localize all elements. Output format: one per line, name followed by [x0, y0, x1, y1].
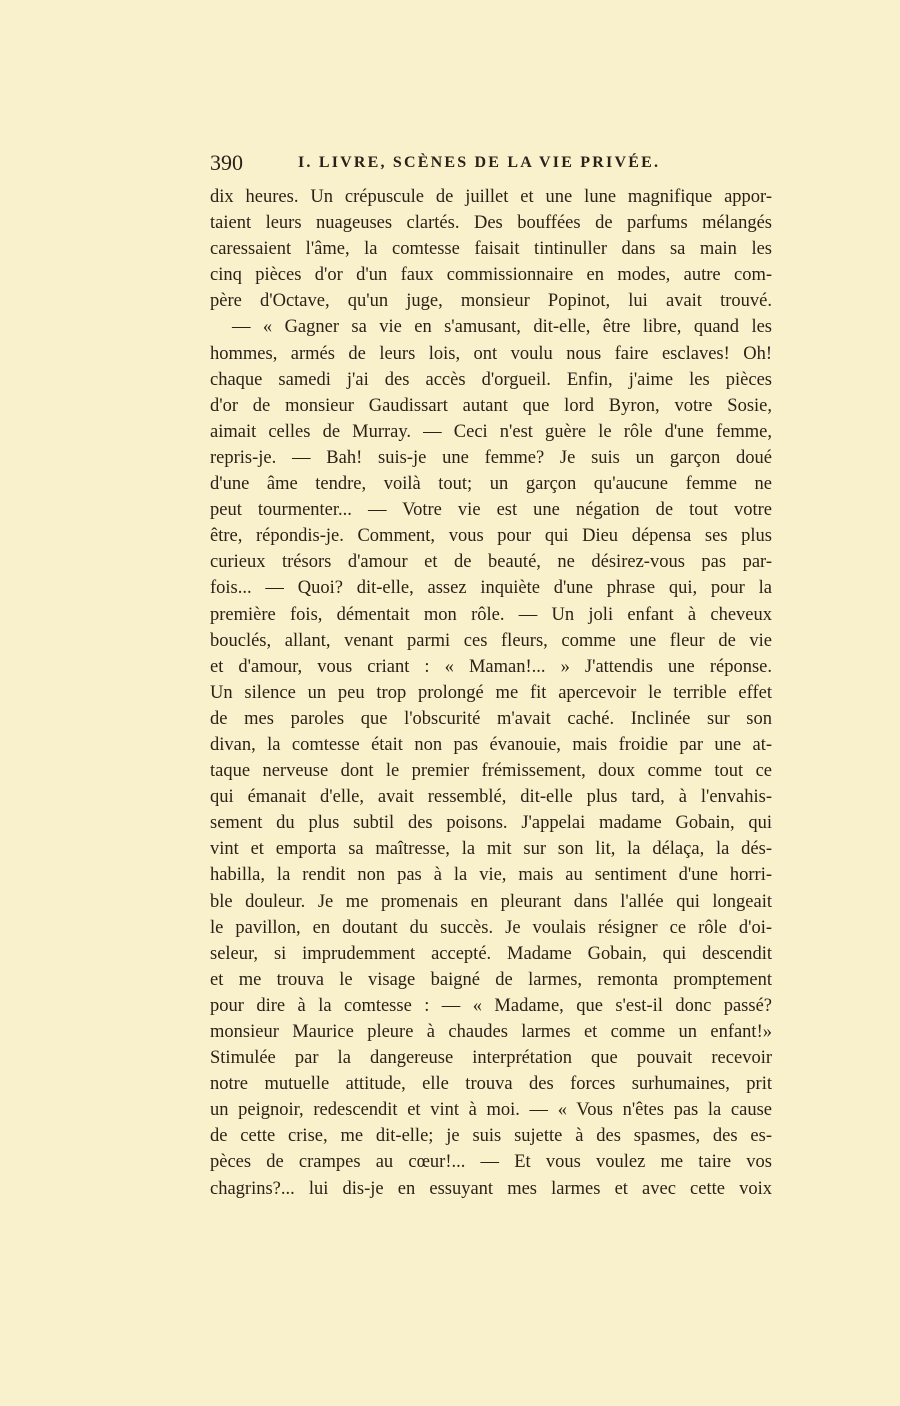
text-line: être, répondis-je. Comment, vous pour qui Dieu dépensa ses plus: [210, 526, 772, 547]
text-line: dix heures. Un crépuscule de juillet et une lune magnifique appor-: [210, 187, 772, 207]
text-line: chaque samedi j'ai des accès d'orgueil. Enfin, j'aime les pièces: [210, 369, 772, 390]
text-line: repris-je. — Bah! suis-je une femme? Je suis un garçon doué: [210, 447, 772, 468]
text-line: de cette crise, me dit-elle; je suis sujette à des spasmes, des es-: [210, 1126, 772, 1147]
text-line: habilla, la rendit non pas à la vie, mais au sentiment d'une horri-: [210, 865, 772, 886]
text-line: pèces de crampes au cœur!... — Et vous voulez me taire vos: [210, 1152, 772, 1173]
text-line: père d'Octave, qu'un juge, monsieur Popinot, lui avait trouvé.: [210, 291, 772, 312]
text-line: de mes paroles que l'obscurité m'avait caché. Inclinée sur son: [210, 708, 772, 729]
text-line: première fois, démentait mon rôle. — Un joli enfant à cheveux: [210, 604, 772, 625]
text-line: taient leurs nuageuses clartés. Des bouffées de parfums mélangés: [210, 213, 772, 234]
text-line: fois... — Quoi? dit-elle, assez inquiète d'une phrase qui, pour la: [210, 578, 772, 599]
running-head: I. LIVRE, SCÈNES DE LA VIE PRIVÉE.: [298, 154, 661, 171]
page-header: [210, 150, 772, 180]
text-line: caressaient l'âme, la comtesse faisait tintinuller dans sa main les: [210, 239, 772, 260]
page-number: 390: [210, 150, 243, 175]
text-line: et me trouva le visage baigné de larmes, remonta promptement: [210, 969, 772, 990]
text-line: et d'amour, vous criant : « Maman!... » J'attendis une réponse.: [210, 656, 772, 677]
text-line: pour dire à la comtesse : — « Madame, que s'est-il donc passé?: [210, 995, 772, 1016]
text-line: chagrins?... lui dis-je en essuyant mes larmes et avec cette voix: [210, 1178, 772, 1199]
text-line: peut tourmenter... — Votre vie est une négation de tout votre: [210, 500, 772, 521]
text-line: aimait celles de Murray. — Ceci n'est guère le rôle d'une femme,: [210, 421, 772, 442]
text-line: taque nerveuse dont le premier frémissement, doux comme tout ce: [210, 761, 772, 782]
text-line: curieux trésors d'amour et de beauté, ne désirez-vous pas par-: [210, 552, 772, 573]
text-line: bouclés, allant, venant parmi ces fleurs, comme une fleur de vie: [210, 630, 772, 651]
text-line: un peignoir, redescendit et vint à moi. — « Vous n'êtes pas la cause: [210, 1100, 772, 1121]
text-line: cinq pièces d'or d'un faux commissionnaire en modes, autre com-: [210, 265, 772, 286]
text-line: d'or de monsieur Gaudissart autant que lord Byron, votre Sosie,: [210, 395, 772, 416]
text-line: le pavillon, en doutant du succès. Je voulais résigner ce rôle d'oi-: [210, 917, 772, 938]
text-line: d'une âme tendre, voilà tout; un garçon qu'aucune femme ne: [210, 474, 772, 495]
text-line: qui émanait d'elle, avait ressemblé, dit-elle plus tard, à l'envahis-: [210, 787, 772, 808]
text-line: vint et emporta sa maîtresse, la mit sur son lit, la délaça, la dés-: [210, 839, 772, 860]
text-line: ble douleur. Je me promenais en pleurant dans l'allée qui longeait: [210, 891, 772, 912]
text-line: monsieur Maurice pleure à chaudes larmes et comme un enfant!»: [210, 1022, 772, 1042]
text-line: Stimulée par la dangereuse interprétation que pouvait recevoir: [210, 1048, 772, 1069]
text-line: divan, la comtesse était non pas évanouie, mais froidie par une at-: [210, 734, 772, 755]
text-line: — « Gagner sa vie en s'amusant, dit-elle, être libre, quand les: [232, 317, 772, 338]
text-line: seleur, si imprudemment accepté. Madame Gobain, qui descendit: [210, 943, 772, 964]
text-line: sement du plus subtil des poisons. J'appelai madame Gobain, qui: [210, 813, 772, 834]
text-line: Un silence un peu trop prolongé me fit apercevoir le terrible effet: [210, 682, 772, 703]
body-text: [210, 184, 772, 1202]
text-line: notre mutuelle attitude, elle trouva des forces surhumaines, prit: [210, 1074, 772, 1095]
text-line: hommes, armés de leurs lois, ont voulu nous faire esclaves! Oh!: [210, 343, 772, 364]
